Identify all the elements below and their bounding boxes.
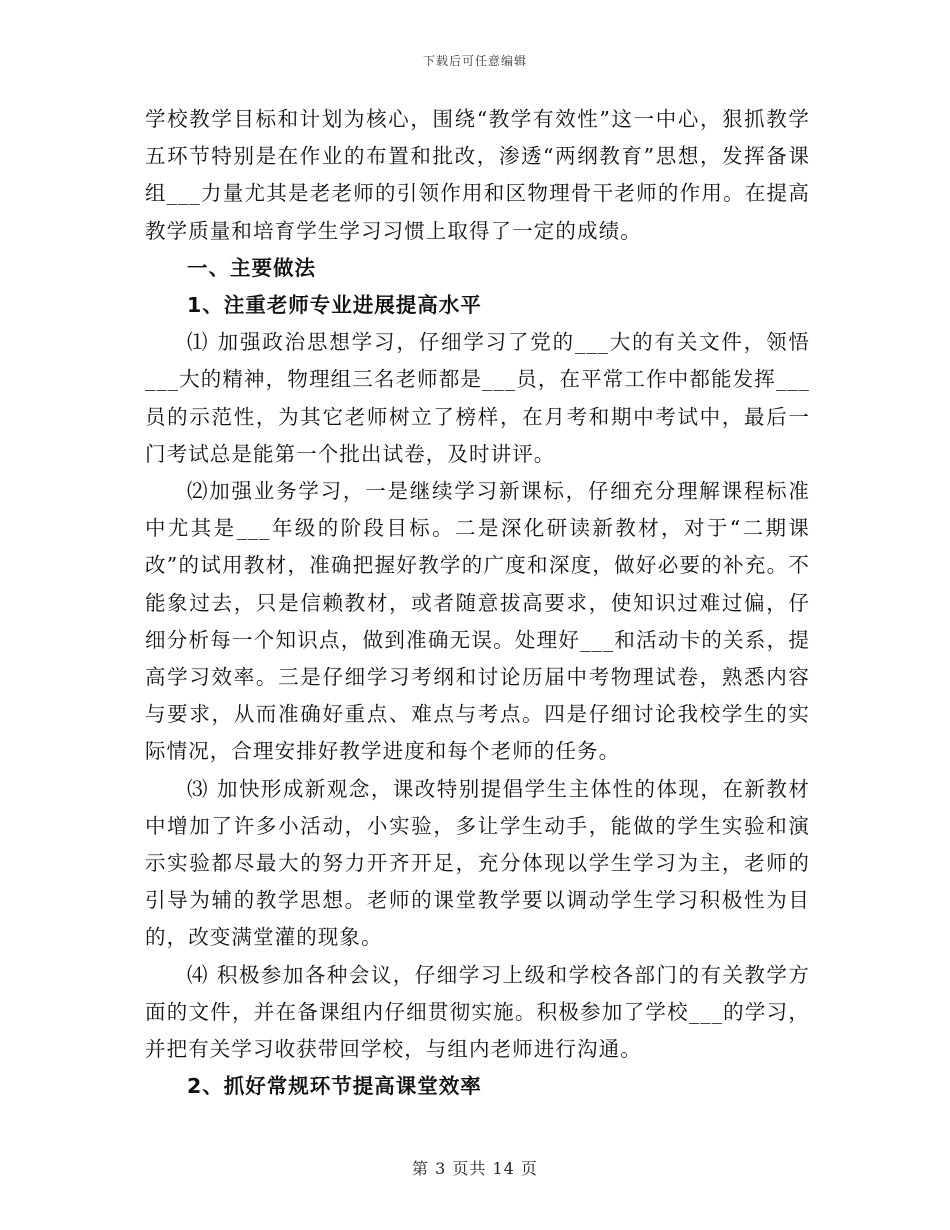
paragraph-item-3: ⑶ 加快形成新观念，课改特别提倡学生主体性的体现，在新教材中增加了许多小活动，小实验，多让学生动手，能做的学生实验和演示实验都尽最大的努力开齐开足，充分体现以学生学习为主，老师的引导为辅的教学思想。老师的课堂教学要以调动学生学习积极性为目的，改变满堂灌的现象。 <box>145 776 810 950</box>
subheading-teacher-development: 1、注重老师专业进展提高水平 <box>187 293 482 318</box>
paragraph-item-2: ⑵加强业务学习，一是继续学习新课标，仔细充分理解课程标准中尤其是___年级的阶段目标。二是深化研读新教材，对于“二期课改”的试用教材，准确把握好教学的广度和深度，做好必要的补充。不能象过去，只是信赖教材，或者随意拔高要求，使知识过难过偏，仔细分析每一个知识点，做到准确无误。处理好___和活动卡的关系，提高学习效率。三是仔细学习考纲和讨论历届中考物理试卷，熟悉内容与要求，从而准确好重点、难点与考点。四是仔细讨论我校学生的实际情况，合理安排好教学进度和每个老师的任务。 <box>145 479 810 764</box>
paragraph-item-4: ⑷ 积极参加各种会议，仔细学习上级和学校各部门的有关教学方面的文件，并在备课组内仔细贯彻实施。积极参加了学校___的学习，并把有关学习收获带回学校，与组内老师进行沟通。 <box>145 962 810 1062</box>
subheading-routine-links: 2、抓好常规环节提高课堂效率 <box>187 1074 482 1099</box>
page-number-footer: 第 3 页共 14 页 <box>412 1159 538 1178</box>
section-heading-main-practices: 一、主要做法 <box>187 255 316 280</box>
paragraph-item-1: ⑴ 加强政治思想学习，仔细学习了党的___大的有关文件，领悟___大的精神，物理组三名老师都是___员，在平常工作中都能发挥___员的示范性，为其它老师树立了榜样，在月考和期中考试中，最后一门考试总是能第一个批出试卷，及时讲评。 <box>145 330 810 466</box>
document-body <box>145 101 810 1105</box>
page-header: 下载后可任意编辑 <box>422 54 527 68</box>
intro-paragraph: 学校教学目标和计划为核心，围绕“教学有效性”这一中心，狠抓教学五环节特别是在作业的布置和批改，渗透“两纲教育”思想，发挥备课组___力量尤其是老老师的引领作用和区物理骨干老师的作用。在提高教学质量和培育学生学习习惯上取得了一定的成绩。 <box>145 107 810 243</box>
